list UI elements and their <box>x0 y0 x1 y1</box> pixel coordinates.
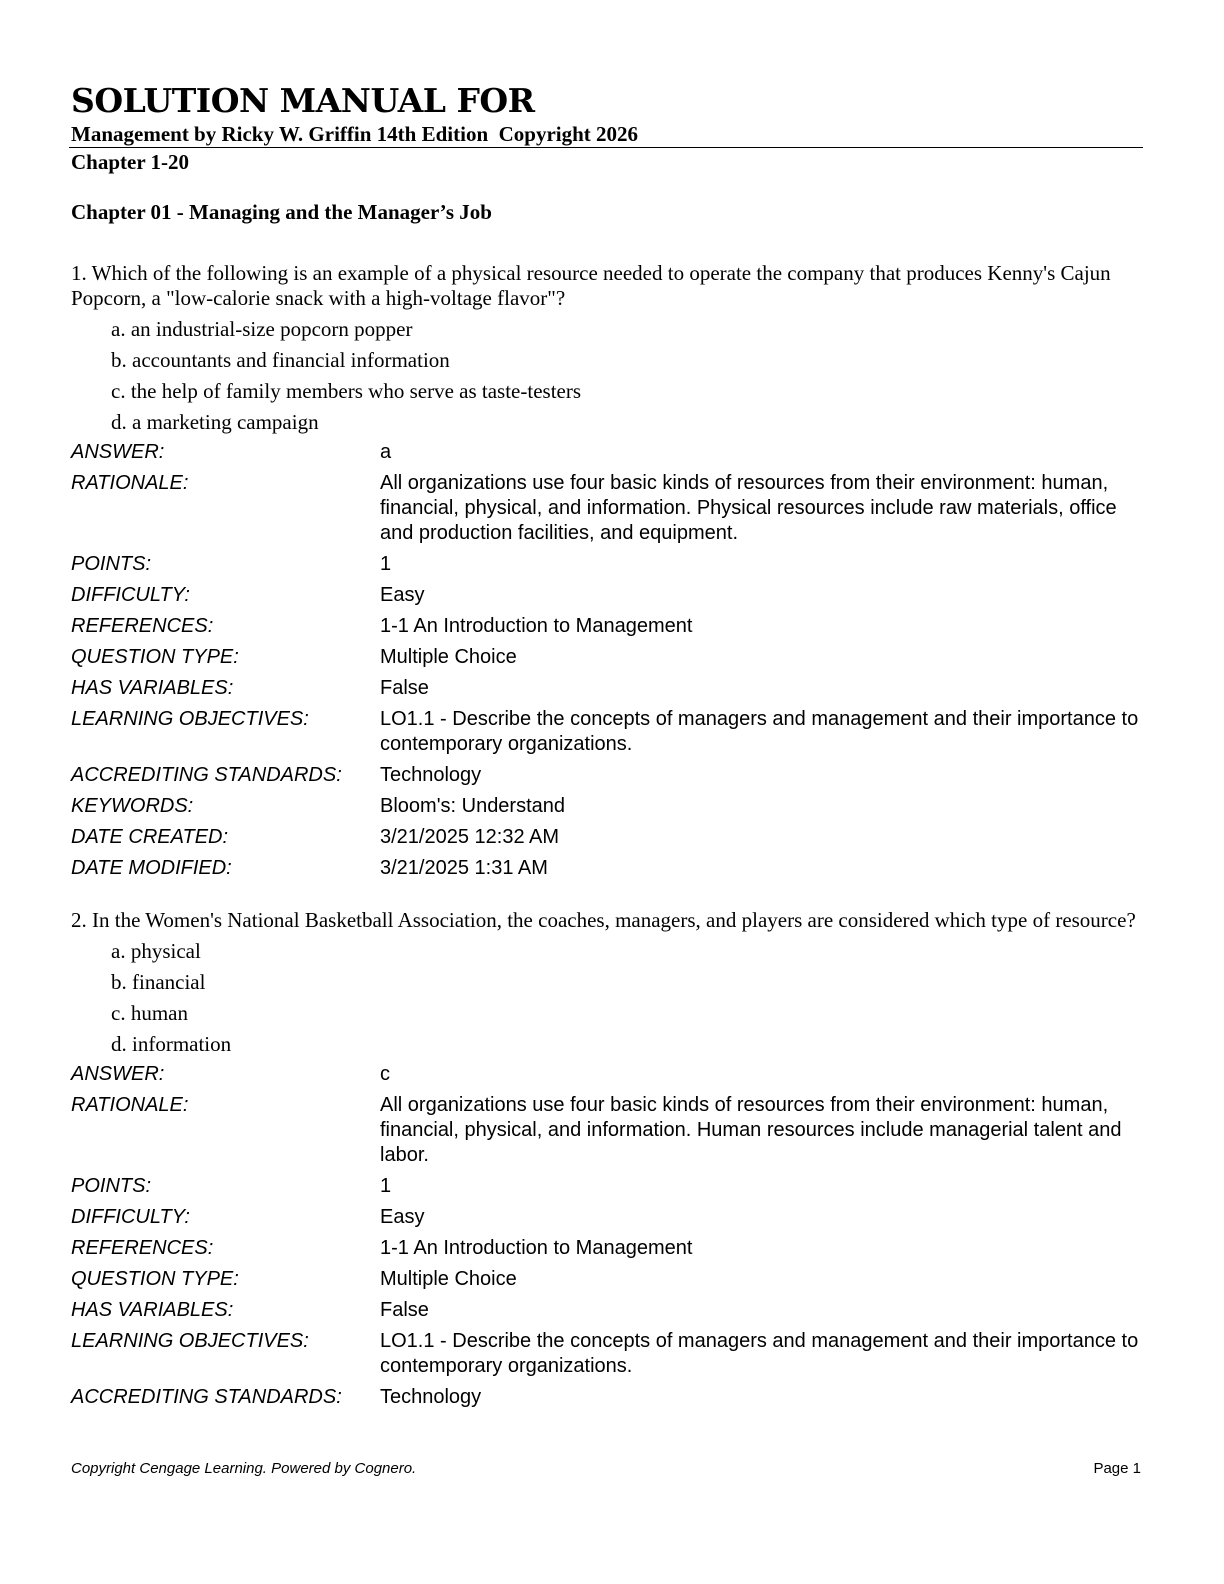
meta-value: False <box>380 677 429 699</box>
chapter-title: Chapter 01 - Managing and the Manager’s Job <box>71 200 492 224</box>
meta-label: QUESTION TYPE: <box>71 1268 239 1290</box>
meta-value: LO1.1 - Describe the concepts of managers and management and their importance to contemporary organizations. <box>380 1330 1139 1377</box>
meta-row-references <box>71 614 1143 639</box>
document-title: SOLUTION MANUAL FOR <box>71 81 535 120</box>
chapter-range: Chapter 1-20 <box>71 150 190 174</box>
meta-row-answer <box>71 1062 1143 1087</box>
book-subtitle: Management by Ricky W. Griffin 14th Edition Copyright 2026 <box>71 122 639 146</box>
page-number: Page 1 <box>1093 1460 1141 1477</box>
meta-value: Technology <box>380 1386 482 1408</box>
meta-row-question-type <box>71 1267 1143 1292</box>
meta-value: All organizations use four basic kinds of resources from their environment: human, financial, physical, and information. Physical resources include raw materials, office and production facilities, and equipment. <box>380 472 1117 544</box>
meta-row-question-type <box>71 645 1143 670</box>
meta-label: KEYWORDS: <box>71 795 194 817</box>
meta-row-rationale <box>71 471 1143 546</box>
meta-value: Multiple Choice <box>380 646 517 668</box>
choice-d: d. a marketing campaign <box>111 410 319 434</box>
meta-value: 3/21/2025 12:32 AM <box>380 826 560 848</box>
choice-b: b. financial <box>111 970 206 994</box>
choice-d: d. information <box>111 1032 232 1056</box>
meta-row-accrediting-standards <box>71 1385 1143 1410</box>
choice-a: a. physical <box>111 939 201 963</box>
meta-value: a <box>380 441 392 463</box>
choice-c: c. the help of family members who serve as taste-testers <box>111 379 582 403</box>
choice-a: a. an industrial-size popcorn popper <box>111 317 413 341</box>
meta-row-has-variables <box>71 1298 1143 1323</box>
meta-row-answer <box>71 440 1143 465</box>
meta-value: Multiple Choice <box>380 1268 517 1290</box>
page-footer <box>71 1460 1141 1478</box>
meta-row-rationale <box>71 1093 1143 1168</box>
meta-label: DIFFICULTY: <box>71 584 190 606</box>
meta-label: RATIONALE: <box>71 472 189 494</box>
footer-copyright: Copyright Cengage Learning. Powered by Cognero. <box>71 1460 417 1477</box>
meta-row-references <box>71 1236 1143 1261</box>
meta-label: DATE CREATED: <box>71 826 229 848</box>
meta-row-accrediting-standards <box>71 763 1143 788</box>
answer-choices <box>71 936 1143 1060</box>
meta-value: 1-1 An Introduction to Management <box>380 1237 693 1259</box>
meta-value: LO1.1 - Describe the concepts of managers and management and their importance to contemporary organizations. <box>380 708 1139 755</box>
meta-row-date-created <box>71 825 1143 850</box>
meta-label: REFERENCES: <box>71 615 214 637</box>
meta-label: LEARNING OBJECTIVES: <box>71 1330 309 1352</box>
meta-label: ACCREDITING STANDARDS: <box>71 1386 342 1408</box>
question-stem: 2. In the Women's National Basketball Association, the coaches, managers, and players are considered which type of resource? <box>71 908 1136 932</box>
meta-value: 1 <box>380 553 392 575</box>
meta-row-difficulty <box>71 1205 1143 1230</box>
meta-label: LEARNING OBJECTIVES: <box>71 708 309 730</box>
meta-row-date-modified <box>71 856 1143 881</box>
meta-label: POINTS: <box>71 1175 152 1197</box>
meta-value: 1 <box>380 1175 392 1197</box>
choice-c: c. human <box>111 1001 188 1025</box>
meta-label: DIFFICULTY: <box>71 1206 190 1228</box>
meta-label: DATE MODIFIED: <box>71 857 232 879</box>
header-rule <box>69 147 1143 148</box>
meta-label: HAS VARIABLES: <box>71 677 234 699</box>
choice-b: b. accountants and financial information <box>111 348 450 372</box>
question-metadata <box>71 1062 1143 1410</box>
meta-label: REFERENCES: <box>71 1237 214 1259</box>
meta-row-difficulty <box>71 583 1143 608</box>
meta-label: HAS VARIABLES: <box>71 1299 234 1321</box>
question-metadata <box>71 440 1143 881</box>
meta-value: 1-1 An Introduction to Management <box>380 615 693 637</box>
meta-label: ANSWER: <box>71 1063 165 1085</box>
meta-label: ACCREDITING STANDARDS: <box>71 764 342 786</box>
meta-value: 3/21/2025 1:31 AM <box>380 857 548 879</box>
question-2 <box>71 908 1143 1410</box>
meta-value: All organizations use four basic kinds of resources from their environment: human, financial, physical, and information. Human resources include managerial talent and labor. <box>380 1094 1122 1166</box>
meta-label: ANSWER: <box>71 441 165 463</box>
meta-value: False <box>380 1299 429 1321</box>
meta-row-learning-objectives <box>71 1329 1143 1379</box>
meta-row-learning-objectives <box>71 707 1143 757</box>
meta-label: RATIONALE: <box>71 1094 189 1116</box>
meta-label: QUESTION TYPE: <box>71 646 239 668</box>
meta-row-points <box>71 1174 1143 1199</box>
meta-value: c <box>380 1063 390 1085</box>
question-1 <box>71 261 1143 881</box>
meta-row-points <box>71 552 1143 577</box>
meta-label: POINTS: <box>71 553 152 575</box>
question-stem: 1. Which of the following is an example of a physical resource needed to operate the company that produces Kenny's Cajun Popcorn, a "low-calorie snack with a high-voltage flavor"? <box>71 261 1111 310</box>
meta-row-keywords <box>71 794 1143 819</box>
answer-choices <box>71 314 1143 438</box>
meta-value: Technology <box>380 764 482 786</box>
meta-value: Easy <box>380 584 425 606</box>
meta-row-has-variables <box>71 676 1143 701</box>
meta-value: Easy <box>380 1206 425 1228</box>
meta-value: Bloom's: Understand <box>380 795 566 817</box>
